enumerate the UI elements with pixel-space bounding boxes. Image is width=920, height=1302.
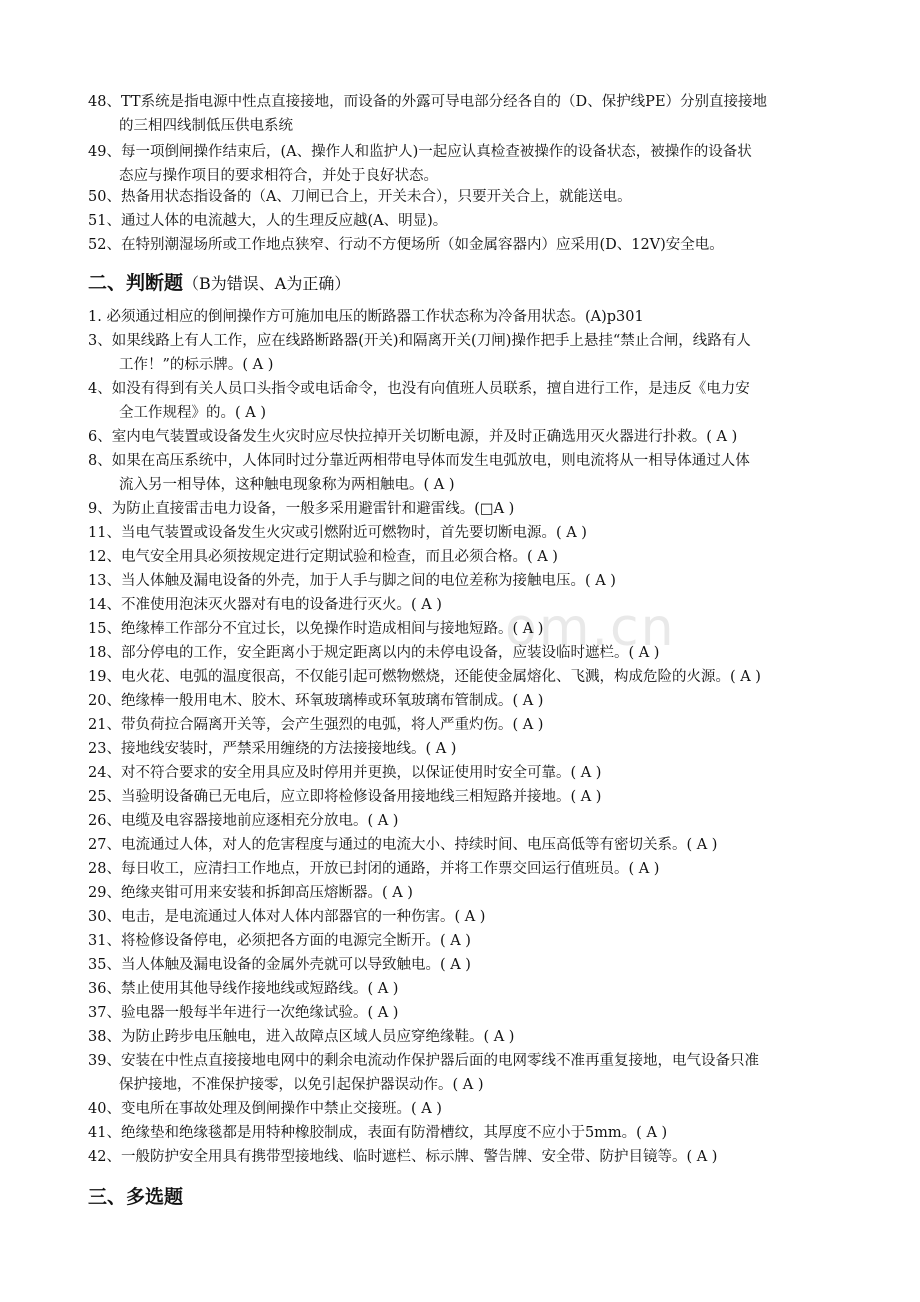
list-item: [88, 929, 848, 953]
list-item: [88, 377, 848, 425]
item-text: 在特别潮湿场所或工作地点狭窄、行动不方便场所（如金属容器内）应采用(D、12V)安全电。: [120, 237, 724, 253]
list-item: [88, 857, 848, 881]
list-item: [88, 689, 848, 713]
list-item: [88, 833, 848, 857]
list-item: [88, 1121, 848, 1145]
item-text: 每日收工，应清扫工作地点，开放已封闭的通路，并将工作票交回运行值班员。( A ): [120, 861, 660, 877]
item-continuation: 的三相四线制低压供电系统: [119, 118, 293, 134]
item-number: 30、: [88, 909, 121, 925]
list-item: [88, 233, 848, 257]
item-continuation: 工作！”的标示牌。( A ): [119, 357, 274, 373]
item-number: 3、: [88, 333, 112, 349]
item-number: 1.: [88, 309, 107, 325]
list-item: [88, 977, 848, 1001]
item-text: 电气安全用具必须按规定进行定期试验和检查，而且必须合格。( A ): [120, 549, 558, 565]
item-number: 27、: [88, 837, 121, 853]
item-text: 通过人体的电流越大，人的生理反应越(A、明显)。: [120, 213, 448, 229]
item-text: 绝缘棒工作部分不宜过长，以免操作时造成相间与接地短路。( A ): [120, 621, 544, 637]
item-number: 29、: [88, 885, 121, 901]
item-text: 当电气装置或设备发生火灾或引燃附近可燃物时，首先要切断电源。( A ): [120, 525, 587, 541]
section-title: 二、判断题: [88, 272, 184, 294]
item-text: 为防止跨步电压触电，进入故障点区域人员应穿绝缘鞋。( A ): [120, 1029, 515, 1045]
item-text: 电缆及电容器接地前应逐相充分放电。( A ): [120, 813, 399, 829]
item-number: 31、: [88, 933, 121, 949]
item-text: 绝缘棒一般用电木、胶木、环氧玻璃棒或环氧玻璃布管制成。( A ): [120, 693, 544, 709]
list-item: [88, 905, 848, 929]
item-number: 18、: [88, 645, 121, 661]
list-item: [88, 305, 848, 329]
item-text: 变电所在事故处理及倒闸操作中禁止交接班。( A ): [120, 1101, 442, 1117]
list-item: [88, 665, 848, 689]
item-number: 11、: [88, 525, 121, 541]
item-number: 6、: [88, 429, 112, 445]
list-item: [88, 1001, 848, 1025]
item-text: 将检修设备停电，必须把各方面的电源完全断开。( A ): [120, 933, 471, 949]
item-number: 36、: [88, 981, 121, 997]
item-number: 50、: [88, 189, 121, 205]
list-item: [88, 497, 848, 521]
item-number: 37、: [88, 1005, 121, 1021]
item-text: 电击，是电流通过人体对人体内部器官的一种伤害。( A ): [120, 909, 486, 925]
item-text: 安装在中性点直接接地电网中的剩余电流动作保护器后面的电网零线不准再重复接地，电气设备只准: [120, 1053, 759, 1069]
item-text: 为防止直接雷击电力设备，一般多采用避雷针和避雷线。(□A ): [111, 501, 515, 517]
list-item: [88, 140, 848, 188]
item-number: 8、: [88, 453, 112, 469]
item-text: 禁止使用其他导线作接地线或短路线。( A ): [120, 981, 399, 997]
item-number: 40、: [88, 1101, 121, 1117]
list-item: [88, 1145, 848, 1169]
list-item: [88, 329, 848, 377]
list-item: [88, 713, 848, 737]
item-text: 一般防护安全用具有携带型接地线、临时遮栏、标示牌、警告牌、安全带、防护目镜等。( A ): [120, 1149, 718, 1165]
item-text: 室内电气装置或设备发生火灾时应尽快拉掉开关切断电源，并及时正确选用灭火器进行扑救。( A ): [111, 429, 738, 445]
item-text: 每一项倒闸操作结束后，(A、操作人和监护人)一起应认真检查被操作的设备状态，被操作的设备状: [120, 144, 752, 160]
list-item: [88, 1097, 848, 1121]
list-item: [88, 761, 848, 785]
item-text: 带负荷拉合隔离开关等，会产生强烈的电弧，将人严重灼伤。( A ): [120, 717, 544, 733]
item-number: 9、: [88, 501, 112, 517]
list-item: [88, 953, 848, 977]
item-text: 如没有得到有关人员口头指令或电话命令，也没有向值班人员联系，擅自进行工作，是违反《电力安: [111, 381, 750, 397]
item-text: 当人体触及漏电设备的金属外壳就可以导致触电。( A ): [120, 957, 471, 973]
list-item: [88, 785, 848, 809]
item-number: 25、: [88, 789, 121, 805]
item-text: 电火花、电弧的温度很高，不仅能引起可燃物燃烧，还能使金属熔化、飞溅，构成危险的火源。( A ): [120, 669, 761, 685]
item-number: 48、: [88, 94, 121, 110]
item-number: 39、: [88, 1053, 121, 1069]
item-text: 如果在高压系统中，人体同时过分靠近两相带电导体而发生电弧放电，则电流将从一相导体通过人体: [111, 453, 750, 469]
list-item: [88, 90, 848, 138]
item-number: 14、: [88, 597, 121, 613]
item-text: 电流通过人体，对人的危害程度与通过的电流大小、持续时间、电压高低等有密切关系。( A ): [120, 837, 718, 853]
item-text: 当验明设备确已无电后，应立即将检修设备用接地线三相短路并接地。( A ): [120, 789, 602, 805]
list-item: [88, 881, 848, 905]
item-number: 21、: [88, 717, 121, 733]
item-number: 49、: [88, 144, 121, 160]
item-number: 41、: [88, 1125, 121, 1141]
list-item: [88, 809, 848, 833]
list-item: [88, 617, 848, 641]
item-number: 15、: [88, 621, 121, 637]
list-item: [88, 737, 848, 761]
item-text: 当人体触及漏电设备的外壳，加于人手与脚之间的电位差称为接触电压。( A ): [120, 573, 616, 589]
list-item: [88, 1049, 848, 1097]
item-text: 绝缘夹钳可用来安装和拆卸高压熔断器。( A ): [120, 885, 413, 901]
item-number: 4、: [88, 381, 112, 397]
item-number: 24、: [88, 765, 121, 781]
item-text: TT系统是指电源中性点直接接地，而设备的外露可导电部分经各自的（D、保护线PE）分别直接接地: [120, 94, 768, 110]
item-number: 42、: [88, 1149, 121, 1165]
list-item: [88, 641, 848, 665]
item-number: 19、: [88, 669, 121, 685]
item-number: 26、: [88, 813, 121, 829]
item-number: 13、: [88, 573, 121, 589]
item-number: 38、: [88, 1029, 121, 1045]
item-continuation: 保护接地，不准保护接零，以免引起保护器误动作。( A ): [119, 1077, 484, 1093]
list-item: [88, 545, 848, 569]
list-item: [88, 569, 848, 593]
item-text: 如果线路上有人工作，应在线路断路器(开关)和隔离开关(刀闸)操作把手上悬挂“禁止合闸，线路有人: [111, 333, 751, 349]
watermark-text: om.cn: [505, 598, 676, 658]
list-item: [88, 209, 848, 233]
section-heading-judgment: [88, 270, 350, 297]
list-item: [88, 521, 848, 545]
item-text: 必须通过相应的倒闸操作方可施加电压的断路器工作状态称为冷备用状态。(A)p301: [106, 309, 644, 325]
item-continuation: 态应与操作项目的要求相符合，并处于良好状态。: [119, 168, 438, 184]
list-item: [88, 185, 848, 209]
list-item: [88, 449, 848, 497]
item-number: 51、: [88, 213, 121, 229]
item-number: 20、: [88, 693, 121, 709]
item-number: 52、: [88, 237, 121, 253]
item-text: 验电器一般每半年进行一次绝缘试验。( A ): [120, 1005, 399, 1021]
item-text: 接地线安装时，严禁采用缠绕的方法接接地线。( A ): [120, 741, 457, 757]
item-number: 12、: [88, 549, 121, 565]
item-number: 23、: [88, 741, 121, 757]
item-text: 绝缘垫和绝缘毯都是用特种橡胶制成，表面有防滑槽纹，其厚度不应小于5mm。( A ): [120, 1125, 668, 1141]
item-text: 对不符合要求的安全用具应及时停用并更换，以保证使用时安全可靠。( A ): [120, 765, 602, 781]
item-continuation: 流入另一相导体，这种触电现象称为两相触电。( A ): [119, 477, 455, 493]
item-text: 不准使用泡沫灭火器对有电的设备进行灭火。( A ): [120, 597, 442, 613]
list-item: [88, 593, 848, 617]
item-continuation: 全工作规程》的。( A ): [119, 405, 267, 421]
section-heading-multiple-choice: 三、多选题: [88, 1186, 184, 1208]
list-item: [88, 1025, 848, 1049]
item-text: 热备用状态指设备的（A、刀闸已合上，开关未合），只要开关合上，就能送电。: [120, 189, 632, 205]
item-number: 35、: [88, 957, 121, 973]
list-item: [88, 425, 848, 449]
item-text: 部分停电的工作，安全距离小于规定距离以内的未停电设备，应装设临时遮栏。( A ): [120, 645, 660, 661]
section-subtitle: （B为错误、A为正确）: [183, 274, 351, 293]
item-number: 28、: [88, 861, 121, 877]
